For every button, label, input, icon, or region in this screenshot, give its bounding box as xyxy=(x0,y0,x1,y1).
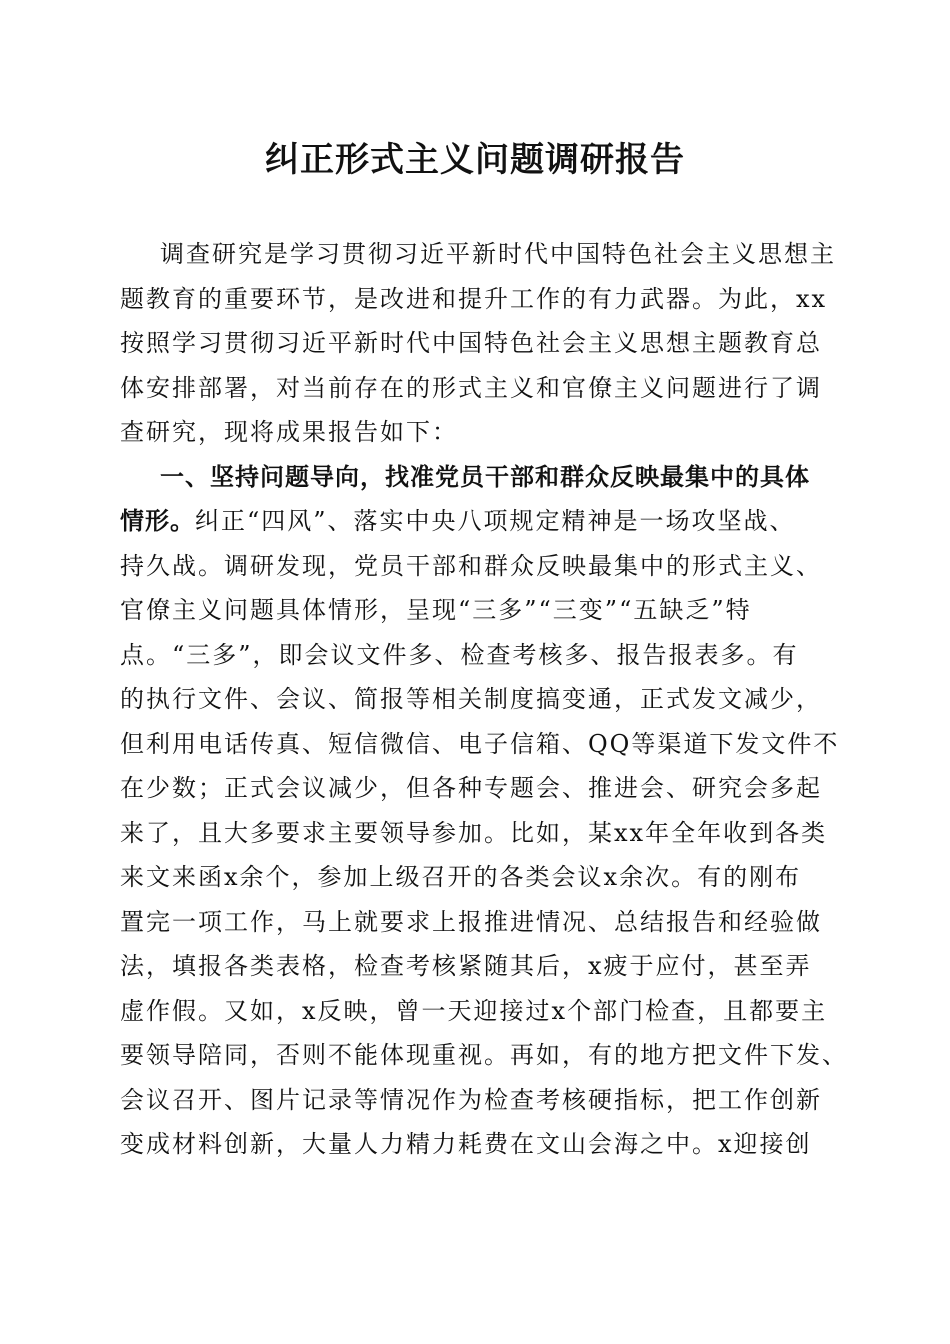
paragraph-line: 题教育的重要环节，是改进和提升工作的有力武器。为此，xx xyxy=(120,284,828,313)
paragraph-line: 持久战。调研发现，党员干部和群众反映最集中的形式主义、 xyxy=(120,551,822,580)
section-heading-end: 情形。 xyxy=(120,507,195,535)
paragraph-line: 在少数；正式会议减少，但各种专题会、推进会、研究会多起 xyxy=(120,774,822,802)
paragraph-line: 法，填报各类表格，检查考核紧随其后，x疲于应付，甚至弄 xyxy=(120,952,812,980)
paragraph-line: 置完一项工作，马上就要求上报推进情况、总结报告和经验做 xyxy=(120,907,822,936)
paragraph-line: 官僚主义问题具体情形，呈现“三多”“三变”“五缺乏”特 xyxy=(120,596,752,624)
paragraph-line xyxy=(120,499,825,544)
document-title: 纠正形式主义问题调研报告 xyxy=(265,140,685,180)
paragraph-line: 来文来函x余个，参加上级召开的各类会议x余次。有的刚布 xyxy=(120,863,802,891)
paragraph-text: 纠正“四风”、落实中央八项规定精神是一场攻坚战、 xyxy=(195,507,796,535)
paragraph-line: 来了，且大多要求主要领导参加。比如，某xx年全年收到各类 xyxy=(120,818,828,847)
paragraph-line: 调查研究是学习贯彻习近平新时代中国特色社会主义思想主 xyxy=(160,240,836,268)
paragraph-line: 要领导陪同，否则不能体现重视。再如，有的地方把文件下发、 xyxy=(120,1041,848,1069)
paragraph-line: 的执行文件、会议、简报等相关制度搞变通，正式发文减少， xyxy=(120,685,822,713)
paragraph-line: 体安排部署，对当前存在的形式主义和官僚主义问题进行了调 xyxy=(120,373,822,402)
section-heading: 一、坚持问题导向，找准党员干部和群众反映最集中的具体 xyxy=(160,462,810,491)
paragraph-line: 查研究，现将成果报告如下： xyxy=(120,418,458,446)
paragraph-line: 会议召开、图片记录等情况作为检查考核硬指标，把工作创新 xyxy=(120,1085,822,1114)
paragraph-line: 点。“三多”，即会议文件多、检查考核多、报告报表多。有 xyxy=(120,640,799,669)
paragraph-line: 但利用电话传真、短信微信、电子信箱、QQ等渠道下发文件不 xyxy=(120,729,840,758)
paragraph-line: 变成材料创新，大量人力精力耗费在文山会海之中。x迎接创 xyxy=(120,1130,812,1158)
paragraph-line: 按照学习贯彻习近平新时代中国特色社会主义思想主题教育总 xyxy=(120,329,822,357)
document-body xyxy=(120,232,848,1167)
paragraph-line: 虚作假。又如，x反映，曾一天迎接过x个部门检查，且都要主 xyxy=(120,996,828,1025)
